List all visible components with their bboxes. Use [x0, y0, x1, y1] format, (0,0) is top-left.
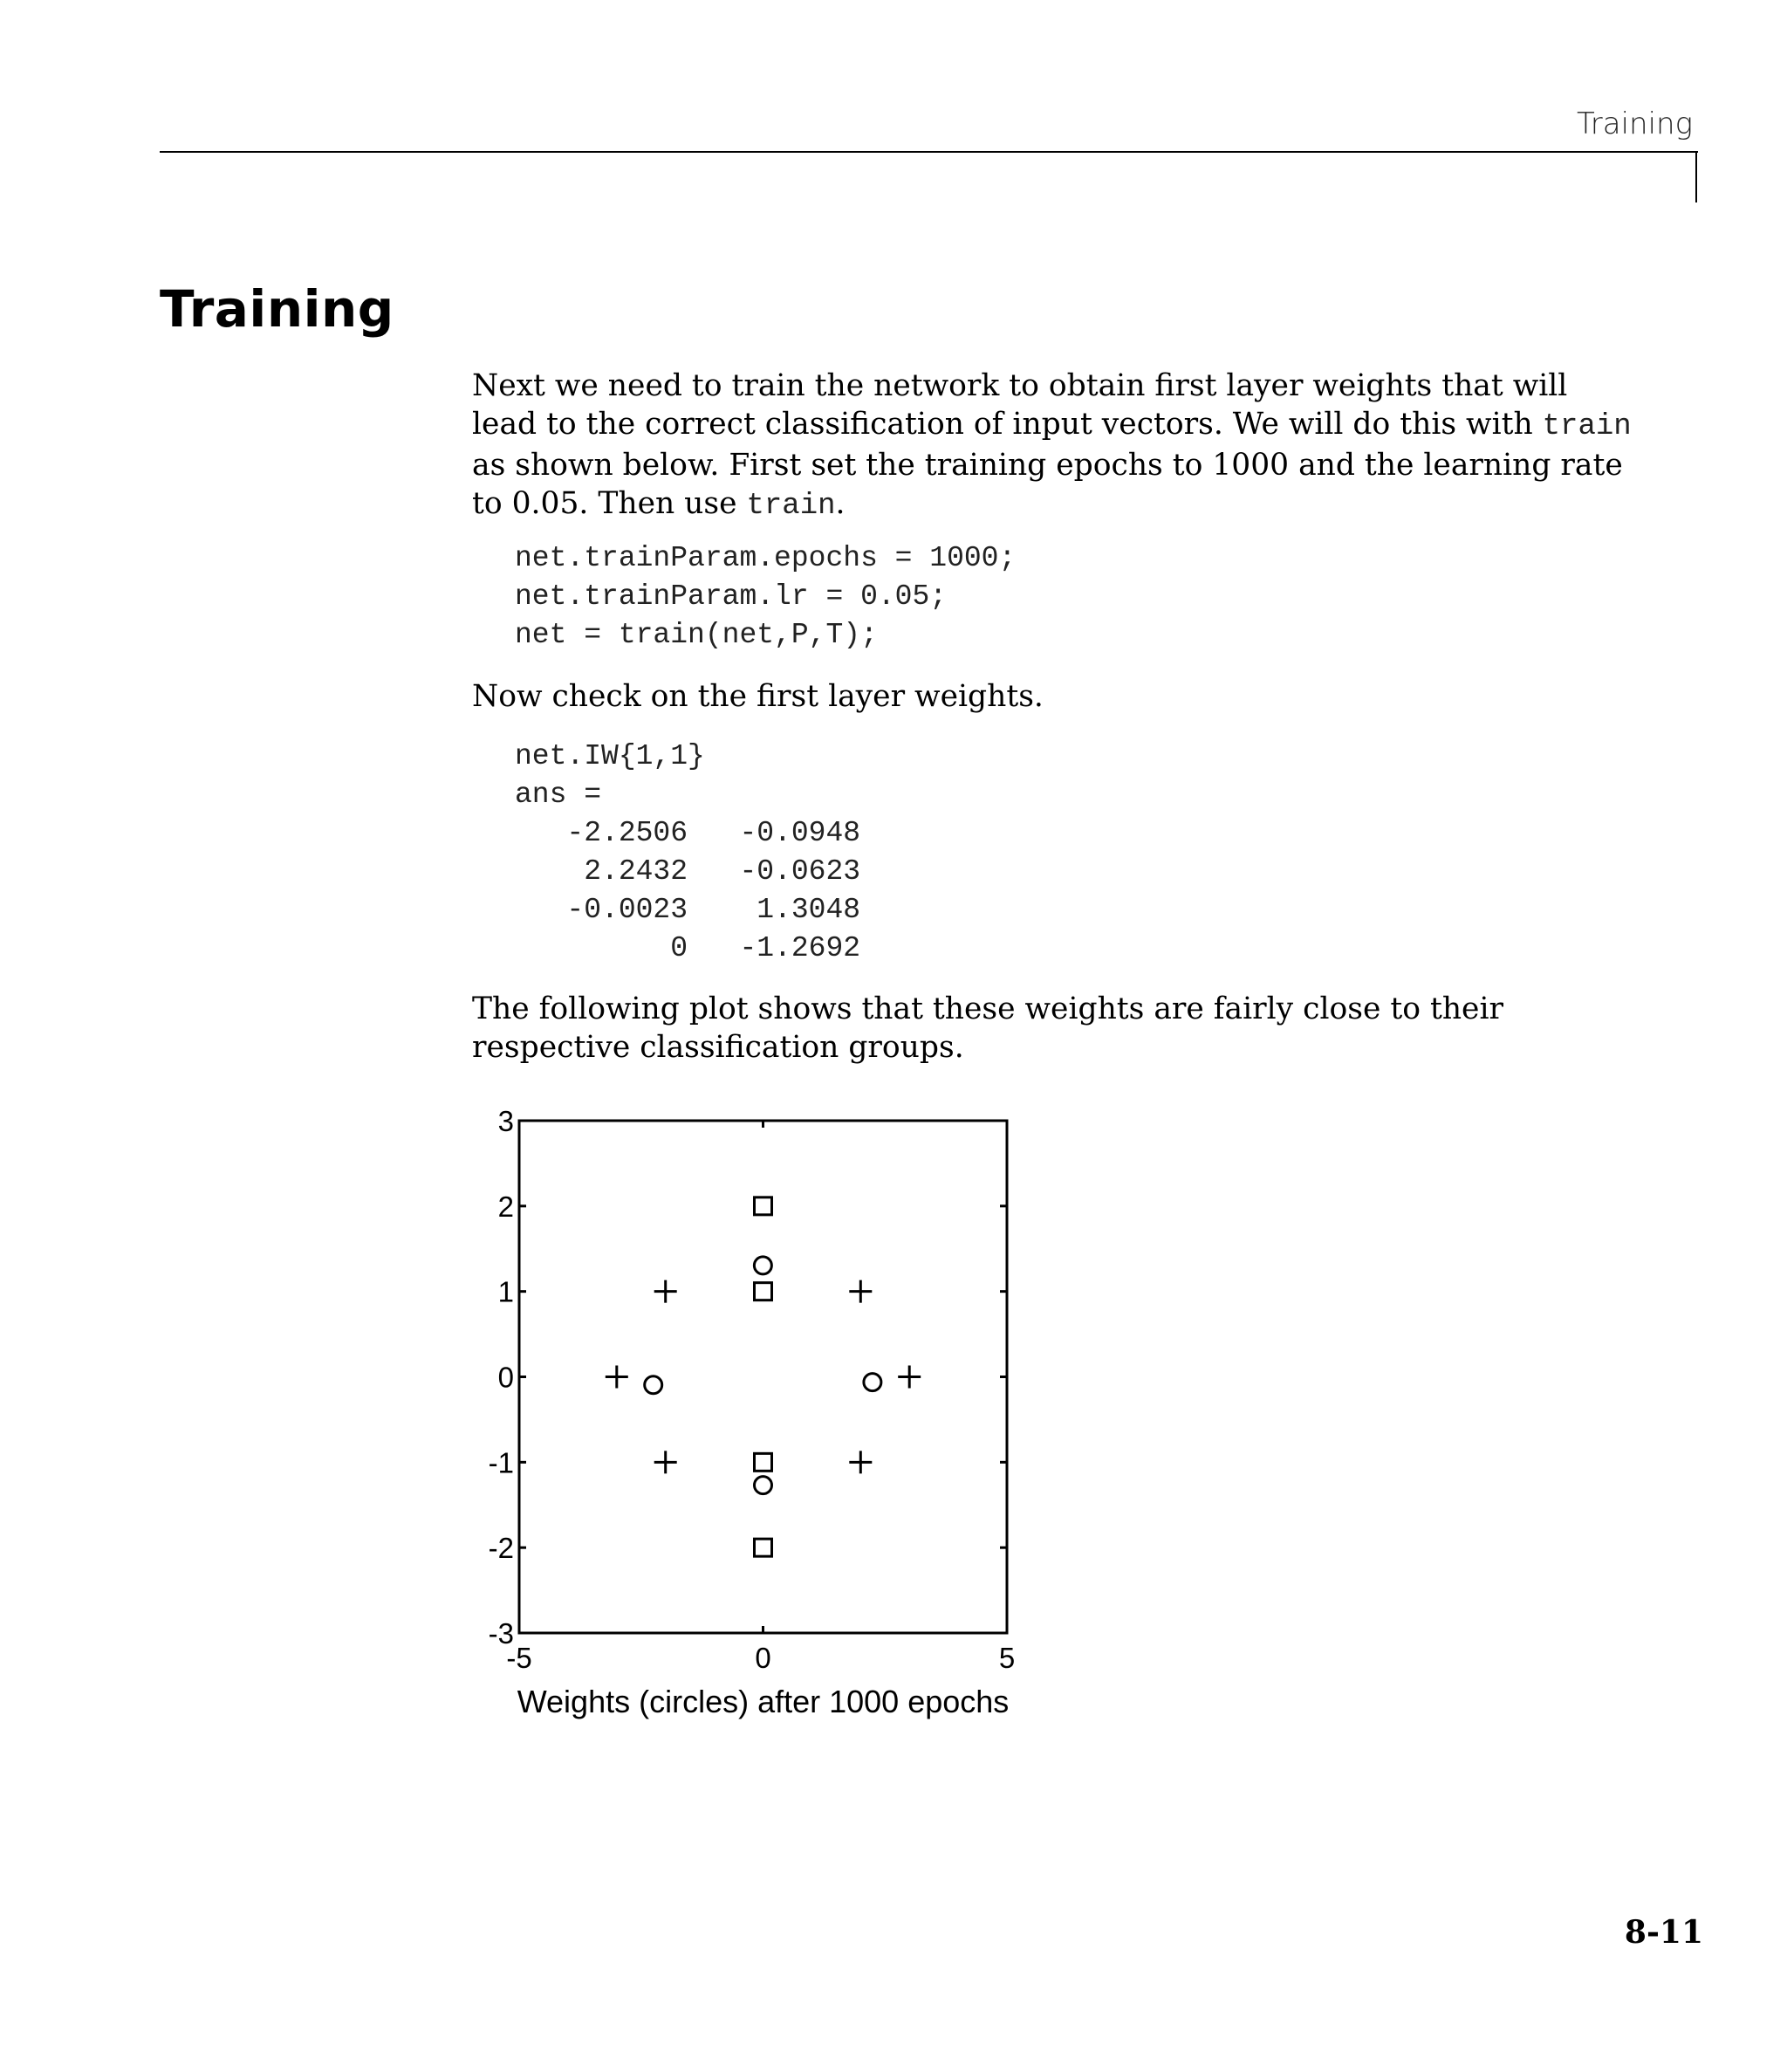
- intro-text-2: as shown below. First set the training epochs to 1000 and the learning rate to 0.05. Then use: [472, 448, 1623, 521]
- code-block-train-params: [515, 539, 1016, 655]
- intro-text-1: Next we need to train the network to obtain first layer weights that will lead to the correct classification of input vectors. We will do this with: [472, 368, 1568, 442]
- code-line: -0.0023 1.3048: [515, 894, 861, 926]
- circle-marker: [754, 1257, 771, 1274]
- circle-marker: [645, 1376, 662, 1394]
- running-header: Training: [1577, 106, 1693, 141]
- code-line: net.trainParam.epochs = 1000;: [515, 542, 1017, 574]
- code-line: net.trainParam.lr = 0.05;: [515, 580, 948, 613]
- x-tick-label: -5: [506, 1642, 532, 1674]
- code-line: 0 -1.2692: [515, 932, 861, 964]
- code-line: -2.2506 -0.0948: [515, 817, 861, 849]
- square-marker: [755, 1453, 772, 1471]
- header-rule-tick: [1695, 151, 1697, 202]
- code-line: net = train(net,P,T);: [515, 619, 878, 651]
- intro-text-3: .: [835, 486, 846, 521]
- circle-marker: [864, 1374, 881, 1391]
- weights-scatter-plot: [471, 1095, 1030, 1741]
- square-marker: [755, 1539, 772, 1556]
- plus-marker: [898, 1366, 921, 1389]
- plus-marker: [606, 1366, 628, 1389]
- axis-tick-labels: [489, 1105, 1016, 1674]
- plot-intro-paragraph: The following plot shows that these weights are fairly close to their respective classification groups.: [472, 991, 1503, 1065]
- x-axis-label: Weights (circles) after 1000 epochs: [517, 1684, 1010, 1719]
- code-block-weights-output: [515, 738, 860, 968]
- code-line: 2.2432 -0.0623: [515, 855, 861, 888]
- y-tick-label: -2: [488, 1532, 514, 1565]
- y-tick-label: -1: [488, 1446, 514, 1479]
- data-markers: [606, 1197, 921, 1556]
- plus-marker: [654, 1280, 677, 1303]
- inline-code-train-1: train: [1542, 410, 1632, 443]
- inline-code-train-2: train: [746, 490, 836, 523]
- square-marker: [755, 1197, 772, 1215]
- x-tick-label: 0: [755, 1642, 771, 1674]
- y-tick-label: 0: [497, 1361, 514, 1394]
- section-title: Training: [160, 279, 394, 339]
- circle-marker: [755, 1477, 772, 1494]
- intro-paragraph: [472, 367, 1633, 525]
- y-tick-label: 3: [497, 1105, 514, 1137]
- square-marker: [755, 1283, 772, 1300]
- y-tick-label: 1: [497, 1275, 514, 1308]
- plus-marker: [849, 1451, 872, 1473]
- x-tick-label: 5: [998, 1642, 1016, 1674]
- plus-marker: [654, 1451, 677, 1473]
- page-number: 8-11: [1624, 1914, 1703, 1951]
- plus-marker: [849, 1280, 872, 1303]
- check-weights-paragraph: Now check on the first layer weights.: [472, 679, 1044, 714]
- code-line: net.IW{1,1}: [515, 740, 705, 772]
- code-line: ans =: [515, 779, 602, 811]
- y-tick-label: -3: [488, 1617, 514, 1650]
- header-rule: [160, 151, 1698, 153]
- y-tick-label: 2: [497, 1190, 514, 1223]
